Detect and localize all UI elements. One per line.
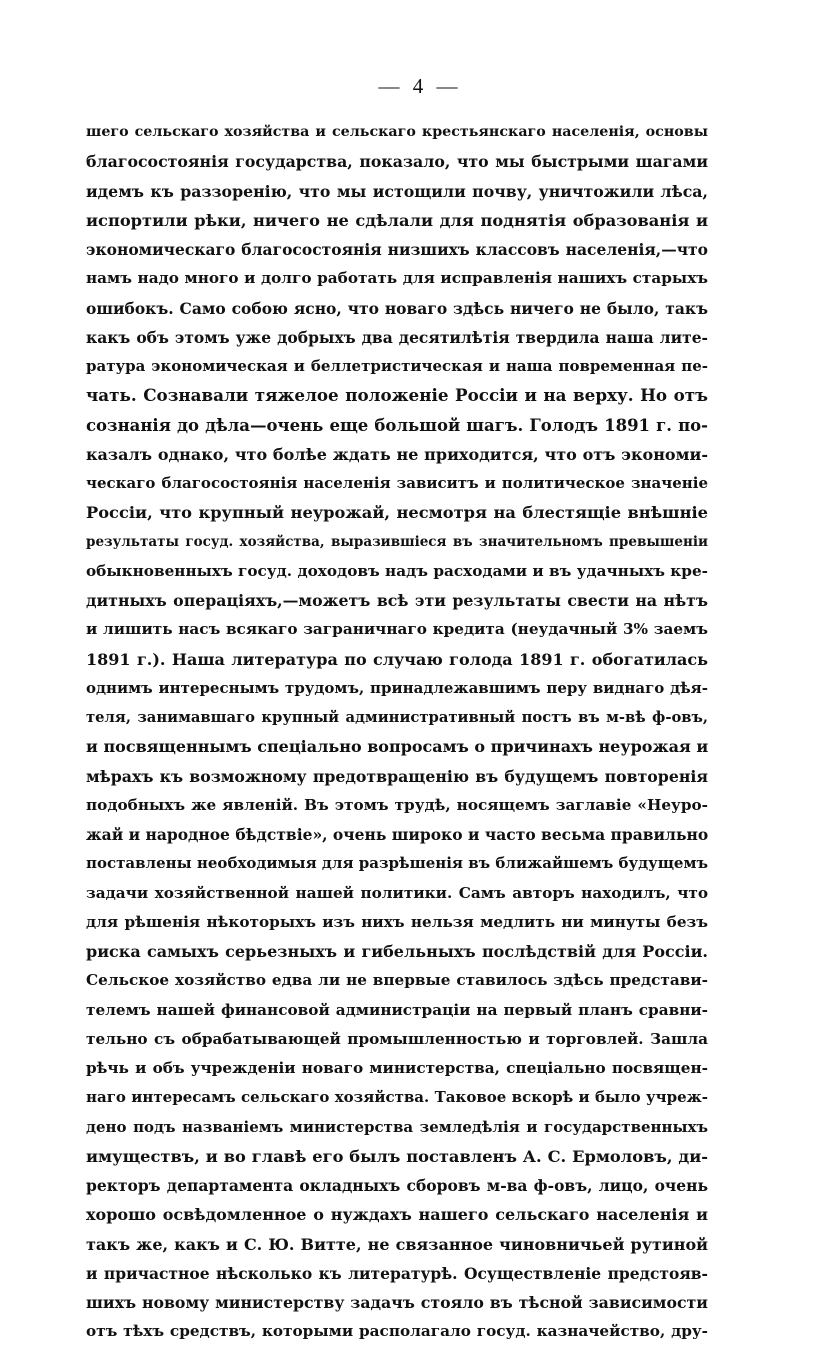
text-line: и посвященнымъ спеціально вопросамъ о причинахъ неурожая и bbox=[86, 737, 709, 757]
text-line: отъ тѣхъ средствъ, которыми располагало госуд. казначейство, дру- bbox=[86, 1322, 708, 1341]
text-line: ратура экономическая и беллетристическая и наша повременная пе- bbox=[86, 357, 708, 375]
text-line: ческаго благосостоянія населенія зависитъ и политическое значеніе bbox=[86, 474, 708, 492]
text-line: шего сельскаго хозяйства и сельскаго крестьянскаго населенія, основы bbox=[86, 124, 708, 140]
text-line: результаты госуд. хозяйства, выразившіеся въ значительномъ превышеніи bbox=[86, 533, 708, 550]
text-line: дитныхъ операціяхъ,—можетъ всѣ эти результаты свести на нѣтъ bbox=[86, 591, 708, 610]
text-line: благосостоянія государства, показало, что мы быстрыми шагами bbox=[86, 152, 708, 172]
text-line: дено подъ названіемъ министерства земледѣлія и государственныхъ bbox=[86, 1117, 708, 1136]
text-line: и причастное нѣсколько къ литературѣ. Осуществленіе предстояв- bbox=[86, 1263, 708, 1283]
text-line: казалъ однако, что болѣе ждать не приходится, что отъ экономи- bbox=[86, 444, 708, 464]
text-line: мѣрахъ къ возможному предотвращенію въ будущемъ повторенія bbox=[86, 766, 708, 786]
text-line: ректоръ департамента окладныхъ сборовъ м-ва ф-овъ, лицо, очень bbox=[86, 1176, 708, 1195]
page-number: — 4 — bbox=[378, 74, 462, 98]
text-line: идемъ къ раззоренію, что мы истощили почву, уничтожили лѣса, bbox=[86, 181, 708, 201]
text-line: риска самыхъ серьезныхъ и гибельныхъ послѣдствій для Россіи. bbox=[86, 942, 708, 961]
text-line: намъ надо много и долго работать для исправленія нашихъ старыхъ bbox=[86, 269, 708, 288]
text-line: хорошо освѣдомленное о нуждахъ нашего сельскаго населенія и bbox=[86, 1205, 708, 1225]
text-line: наго интересамъ сельскаго хозяйства. Таковое вскорѣ и было учреж- bbox=[86, 1088, 708, 1107]
text-line: Россіи, что крупный неурожай, несмотря на блестящіе внѣшніе bbox=[86, 503, 708, 523]
text-line: ошибокъ. Само собою ясно, что новаго здѣсь ничего не было, такъ bbox=[86, 298, 708, 318]
text-line: рѣчь и объ учрежденіи новаго министерства, спеціально посвящен- bbox=[86, 1059, 708, 1077]
text-line: подобныхъ же явленій. Въ этомъ трудѣ, носящемъ заглавіе «Неуро- bbox=[86, 795, 708, 814]
text-line: экономическаго благосостоянія низшихъ классовъ населенія,—что bbox=[86, 240, 708, 259]
text-line: 1891 г.). Наша литература по случаю голода 1891 г. обогатилась bbox=[86, 649, 708, 669]
text-line: для рѣшенія нѣкоторыхъ изъ нихъ нельзя медлить ни минуты безъ bbox=[86, 912, 708, 931]
text-line: обыкновенныхъ госуд. доходовъ надъ расходами и въ удачныхъ кре- bbox=[86, 561, 708, 580]
text-line: поставлены необходимыя для разрѣшенія въ ближайшемъ будущемъ bbox=[86, 854, 709, 873]
text-line: тельно съ обрабатывающей промышленностью и торговлей. Зашла bbox=[86, 1029, 708, 1048]
text-line: однимъ интереснымъ трудомъ, принадлежавшимъ перу виднаго дѣя- bbox=[86, 678, 708, 697]
text-line: Сельское хозяйство едва ли не впервые ставилось здѣсь представи- bbox=[86, 971, 708, 990]
body-text bbox=[86, 118, 708, 1347]
text-line: телемъ нашей финансовой администраціи на первый планъ сравни- bbox=[86, 1000, 708, 1019]
text-line: жай и народное бѣдствіе», очень широко и часто весьма правильно bbox=[86, 825, 709, 844]
text-line: такъ же, какъ и С. Ю. Витте, не связанное чиновничьей рутиной bbox=[86, 1234, 708, 1254]
text-line: задачи хозяйственной нашей политики. Самъ авторъ находилъ, что bbox=[86, 883, 708, 902]
text-line: имуществъ, и во главѣ его былъ поставленъ А. С. Ермоловъ, ди- bbox=[86, 1146, 708, 1166]
text-line: испортили рѣки, ничего не сдѣлали для поднятія образованія и bbox=[86, 210, 708, 230]
text-line: теля, занимавшаго крупный административный постъ въ м-вѣ ф-овъ, bbox=[86, 709, 708, 726]
text-line: сознанія до дѣла—очень еще большой шагъ. Голодъ 1891 г. по- bbox=[86, 415, 708, 435]
text-line: какъ объ этомъ уже добрыхъ два десятилѣтія твердила наша лите- bbox=[86, 327, 708, 347]
text-line: чать. Сознавали тяжелое положеніе Россіи и на верху. Но отъ bbox=[86, 385, 708, 406]
text-line: шихъ новому министерству задачъ стояло въ тѣсной зависимости bbox=[86, 1293, 708, 1312]
text-line: и лишить насъ всякаго заграничнаго кредита (неудачный 3% заемъ bbox=[86, 620, 708, 639]
